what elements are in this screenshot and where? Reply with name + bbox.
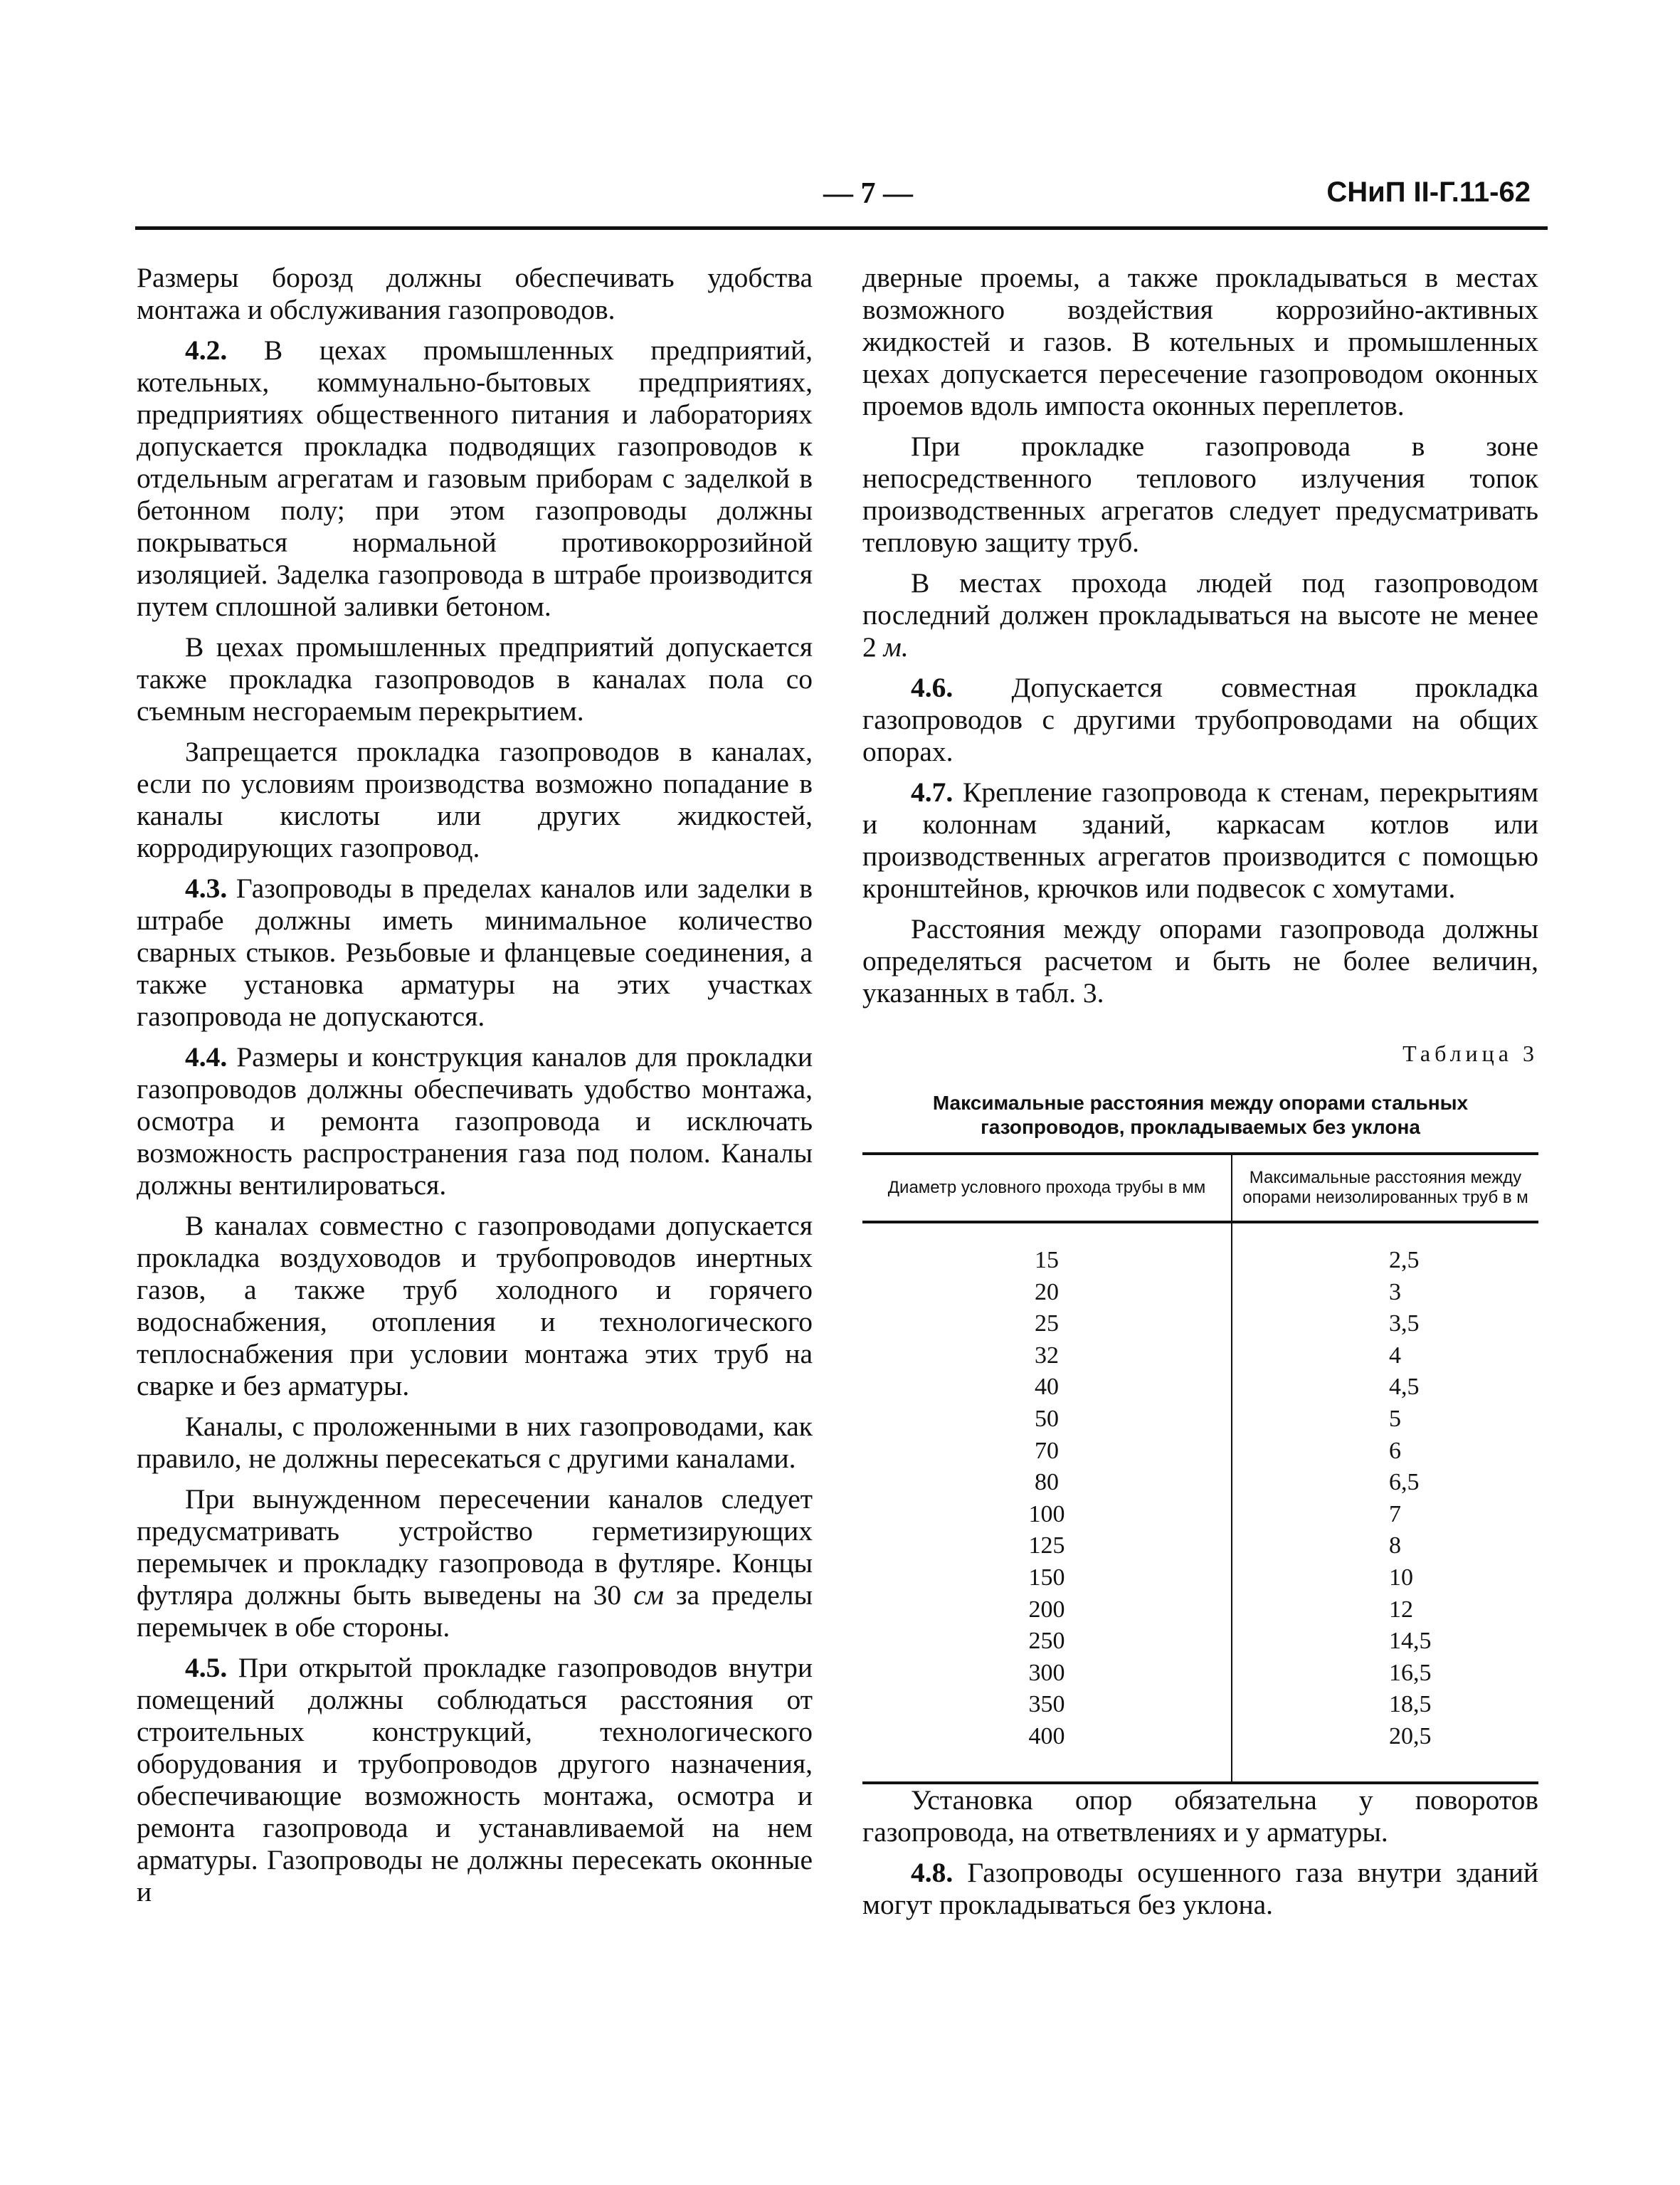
table-header-row [862, 1154, 1538, 1222]
section-4-3 [137, 873, 813, 1033]
paragraph [137, 1210, 813, 1402]
table-row [862, 1530, 1538, 1562]
table-row [862, 1277, 1538, 1309]
paragraph-text: При прокладке газопровода в зоне непосредственного теплового излучения топок производственных агрегатов следует предусматривать тепловую защиту труб. [862, 431, 1538, 558]
paragraph-text: Установка опор обязательна у поворотов газопровода, на ответвлениях и у арматуры. [862, 1784, 1538, 1848]
section-4-6 [862, 672, 1538, 768]
paragraph [137, 1411, 813, 1475]
paragraph-text: При открытой прокладке газопроводов внутри помещений должны соблюдаться расстояния от строительных конструкций, технологического оборудования и трубопроводов другого назначения, обеспечивающие возможность монтажа, осмотра и ремонта газопровода и устанавливаемой на нем арматуры. Газопроводы не должны пересекать оконные и [137, 1652, 813, 1907]
page-number: — 7 — [823, 177, 913, 210]
section-number: 4.4. [185, 1041, 228, 1073]
right-column [862, 262, 1538, 1929]
left-column [137, 262, 813, 1917]
cell-distance: 5 [1389, 1405, 1401, 1432]
cell-diameter: 100 [862, 1499, 1232, 1531]
section-4-8 [862, 1857, 1538, 1921]
cell-distance: 14,5 [1389, 1628, 1432, 1655]
cell-distance: 20,5 [1232, 1721, 1538, 1783]
cell-distance: 7 [1389, 1500, 1401, 1527]
table-row [862, 1222, 1538, 1277]
cell-distance: 4,5 [1389, 1374, 1420, 1401]
table-row [862, 1499, 1538, 1531]
paragraph [137, 631, 813, 727]
cell-diameter: 32 [862, 1340, 1232, 1372]
cell-distance: 18,5 [1389, 1691, 1432, 1718]
table-title: Максимальные расстояния между опорами стальных газопроводов, прокладываемых без уклона [932, 1092, 1469, 1138]
column-header-distance: Максимальные расстояния между опорами неизолированных труб в м [1232, 1154, 1538, 1222]
paragraph-text: Каналы, с проложенными в них газопроводами, как правило, не должны пересекаться с другими каналами. [137, 1411, 813, 1474]
section-4-2 [137, 335, 813, 623]
paragraph-text: Крепление газопровода к стенам, перекрытиям и колоннам зданий, каркасам котлов или производственных агрегатов производится с помощью кронштейнов, крючков или подвесок с хомутами. [862, 776, 1538, 904]
column-header-diameter: Диаметр условного прохода трубы в мм [862, 1154, 1232, 1222]
cell-diameter: 200 [862, 1594, 1232, 1626]
paragraph [137, 1483, 813, 1643]
table-row [862, 1371, 1538, 1404]
cell-distance: 16,5 [1389, 1659, 1432, 1686]
section-4-7 [862, 776, 1538, 905]
cell-diameter: 70 [862, 1436, 1232, 1468]
cell-diameter: 40 [862, 1371, 1232, 1404]
section-number: 4.7. [911, 776, 953, 808]
paragraph-text: Размеры и конструкция каналов для прокладки газопроводов должны обеспечивать удобство монтажа, осмотра и ремонта газопровода и исключать возможность распространения газа под полом. Каналы должны вентилироваться. [137, 1041, 813, 1201]
table-row [862, 1594, 1538, 1626]
paragraph [137, 262, 813, 326]
cell-distance: 8 [1389, 1532, 1401, 1559]
cell-diameter: 350 [862, 1689, 1232, 1721]
section-number: 4.8. [911, 1856, 953, 1888]
paragraph-text: В каналах совместно с газопроводами допускается прокладка воздуховодов и трубопроводов инертных газов, а также труб холодного и горячего водоснабжения, отопления и технологического теплоснабжения при условии монтажа этих труб на сварке и без арматуры. [137, 1210, 813, 1401]
document-code: СНиП II-Г.11-62 [1326, 177, 1531, 208]
paragraph-text: Допускается совместная прокладка газопроводов с другими трубопроводами на общих опорах. [862, 672, 1538, 767]
table-row [862, 1689, 1538, 1721]
paragraph-text: При вынужденном пересечении каналов следует предусматривать устройство герметизирующих перемычек и прокладку газопровода в футляре. Концы футляра должны быть выведены на 30 [137, 1483, 813, 1611]
cell-diameter: 400 [862, 1721, 1232, 1783]
paragraph-text: Газопроводы осушенного газа внутри зданий могут прокладываться без уклона. [862, 1856, 1539, 1920]
cell-diameter: 300 [862, 1658, 1232, 1690]
cell-diameter: 50 [862, 1404, 1232, 1436]
table-row [862, 1562, 1538, 1594]
cell-distance: 6 [1389, 1437, 1401, 1464]
paragraph-text: В цехах промышленных предприятий, котельных, коммунально-бытовых предприятиях, предприятиях общественного питания и лабораториях допускается прокладка подводящих газопроводов к отдельным агрегатам и газовым приборам с заделкой в бетонном полу; при этом газопроводы должны покрываться нормальной противокоррозийной изоляцией. Заделка газопровода в штрабе производится путем сплошной заливки бетоном. [137, 335, 813, 622]
unit-text: см [633, 1579, 664, 1611]
table-row [862, 1658, 1538, 1690]
cell-distance: 6,5 [1389, 1469, 1420, 1496]
table-row [862, 1340, 1538, 1372]
paragraph [137, 736, 813, 864]
paragraph-text: дверные проемы, а также прокладываться в местах возможного воздействия коррозийно-активных жидкостей и газов. В котельных и промышленных цехах допускается пересечение газопроводом оконных проемов вдоль импоста оконных переплетов. [862, 262, 1538, 421]
paragraph [862, 431, 1538, 559]
paragraph-text: Запрещается прокладка газопроводов в каналах, если по условиям производства возможно попадание в каналы кислоты или других жидкостей, корродирующих газопровод. [137, 736, 813, 863]
cell-diameter: 150 [862, 1562, 1232, 1594]
table-label: Таблица 3 [1402, 1041, 1538, 1066]
paragraph-text: за пределы перемычек в обе стороны. [137, 1579, 813, 1643]
section-number: 4.5. [185, 1652, 228, 1683]
paragraph-text: Газопроводы в пределах каналов или заделки в штрабе должны иметь минимальное количество сварных стыков. Резьбовые и фланцевые соединения, а также установка арматуры на этих участках газопровода не допускаются. [137, 873, 813, 1032]
cell-distance: 12 [1389, 1596, 1413, 1623]
cell-diameter: 15 [862, 1222, 1232, 1277]
paragraph-text: Размеры борозд должны обеспечивать удобства монтажа и обслуживания газопроводов. [137, 262, 813, 325]
table-row [862, 1626, 1538, 1658]
paragraph [862, 262, 1538, 422]
unit-text: м. [883, 631, 909, 663]
cell-diameter: 125 [862, 1530, 1232, 1562]
table-row [862, 1467, 1538, 1499]
header-rule [135, 226, 1548, 230]
paragraph-text: В местах прохода людей под газопроводом последний должен прокладываться на высоте не менее 2 [862, 567, 1538, 663]
paragraph-text: В цехах промышленных предприятий допускается также прокладка газопроводов в каналах пола со съемным несгораемым перекрытием. [137, 631, 813, 727]
table-body [862, 1222, 1538, 1783]
paragraph [862, 913, 1538, 1009]
cell-distance: 3 [1389, 1278, 1401, 1305]
table-row [862, 1308, 1538, 1340]
section-number: 4.3. [185, 873, 228, 904]
table-row [862, 1404, 1538, 1436]
section-4-4 [137, 1041, 813, 1201]
cell-distance: 4 [1389, 1342, 1401, 1369]
cell-distance: 2,5 [1389, 1247, 1420, 1273]
table-row [862, 1436, 1538, 1468]
section-4-5 [137, 1652, 813, 1908]
cell-distance: 3,5 [1389, 1310, 1420, 1337]
section-number: 4.6. [911, 672, 953, 703]
section-number: 4.2. [185, 335, 228, 366]
support-distance-table [862, 1152, 1538, 1784]
cell-diameter: 20 [862, 1277, 1232, 1309]
paragraph-text: Расстояния между опорами газопровода должны определяться расчетом и быть не более величин, указанных в табл. 3. [862, 913, 1538, 1009]
cell-diameter: 250 [862, 1626, 1232, 1658]
cell-distance: 10 [1389, 1564, 1413, 1591]
cell-diameter: 80 [862, 1467, 1232, 1499]
paragraph [862, 567, 1538, 663]
cell-diameter: 25 [862, 1308, 1232, 1340]
paragraph [862, 1784, 1538, 1848]
table-row [862, 1721, 1538, 1783]
